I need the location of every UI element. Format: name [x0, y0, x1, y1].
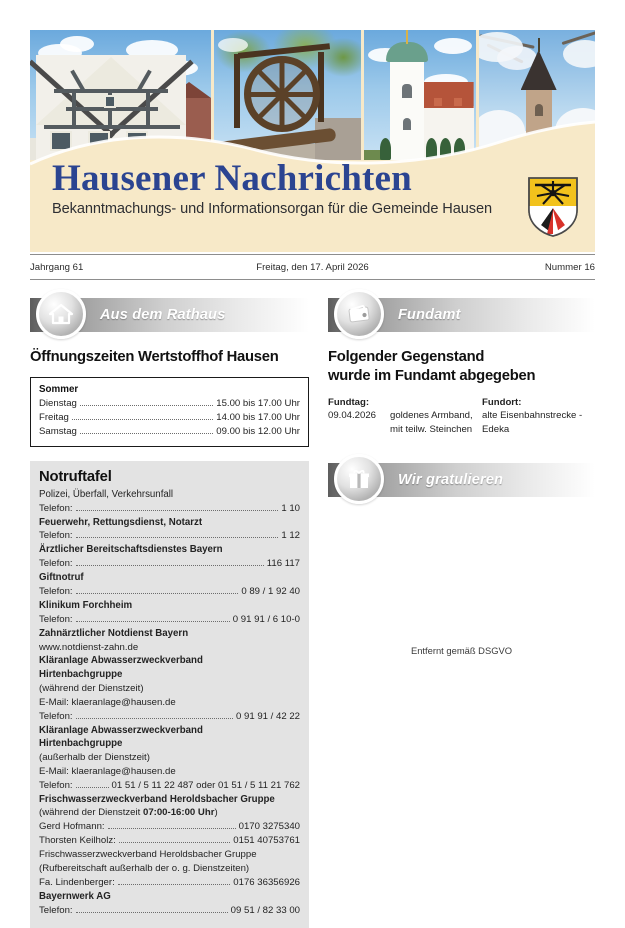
emergency-phone-row [39, 876, 300, 890]
emergency-phone-row [39, 834, 300, 848]
emergency-entry-name: Bayernwerk AG [39, 890, 111, 902]
emergency-phone-label: Telefon: [39, 530, 73, 542]
emergency-phone-number: 01 51 / 5 11 22 487 oder 01 51 / 5 11 21 762 [111, 779, 300, 791]
emergency-entry-name: Kläranlage Abwasserzweckverband [39, 724, 203, 736]
leader-dots [118, 884, 231, 885]
hours-time: 14.00 bis 17.00 Uhr [216, 411, 300, 423]
found-place-cell [482, 396, 595, 437]
emergency-phone-number: 1 10 [281, 502, 300, 514]
found-item-label-spacer [390, 396, 482, 410]
masthead-subtitle: Bekanntmachungs- und Informationsorgan für die Gemeinde Hausen [52, 201, 492, 218]
emergency-entry [39, 654, 300, 723]
emergency-entry-note: (Rufbereitschaft außerhalb der o. g. Dienstzeiten) [39, 863, 250, 875]
leader-dots [76, 565, 264, 566]
emergency-entry-name: Giftnotruf [39, 572, 84, 584]
notruftafel-heading: Notruftafel [39, 468, 112, 485]
leader-dots [76, 912, 228, 913]
page-title: Hausener Nachrichten [52, 158, 412, 199]
found-item-description: goldenes Armband, mit teilw. Steinchen [390, 410, 473, 436]
emergency-phone-label: Telefon: [39, 586, 73, 597]
hours-time: 09.00 bis 12.00 Uhr [216, 425, 300, 437]
emergency-entry [39, 488, 300, 516]
fundamt-heading [328, 348, 595, 386]
emergency-phone-label: Telefon: [39, 502, 73, 514]
emergency-entry-note: www.notdienst-zahn.de [39, 641, 139, 653]
section-banner-title: Wir gratulieren [398, 471, 504, 488]
house-icon [36, 289, 86, 339]
leader-dots [72, 419, 213, 420]
issue-volume: Jahrgang 61 [30, 261, 84, 273]
emergency-entry-note: (während der Dienstzeit) [39, 682, 144, 694]
emergency-entry [39, 890, 300, 918]
emergency-entry-name-line2: Hirtenbachgruppe [39, 669, 123, 681]
emergency-entry-name: Polizei, Überfall, Verkehrsunfall [39, 488, 174, 500]
emergency-phone-number: 0 91 91 / 42 22 [235, 710, 300, 722]
section-banner-rathaus [30, 298, 309, 332]
emergency-entry-name-line2: Hirtenbachgruppe [39, 738, 123, 750]
emergency-numbers-box [30, 461, 309, 928]
hours-row [39, 397, 300, 411]
emergency-phone-number: 0151 40753761 [233, 835, 300, 847]
leader-dots [108, 828, 236, 829]
emergency-entry [39, 571, 300, 599]
masthead-title-area [30, 158, 595, 217]
section-banner-title: Fundamt [398, 307, 461, 323]
emergency-entry-note: Frischwasserzweckverband Heroldsbacher Gruppe [39, 849, 257, 861]
emergency-entry-name: Frischwasserzweckverband Heroldsbacher Gruppe [39, 793, 275, 805]
issue-line [30, 254, 595, 280]
content-columns [30, 298, 595, 928]
emergency-phone-number: 0 89 / 1 92 40 [241, 586, 300, 597]
emergency-service-hours: 07:00-16:00 Uhr [142, 807, 215, 819]
leader-dots [119, 842, 231, 843]
wertstoffhof-heading: Öffnungszeiten Wertstoffhof Hausen [30, 349, 279, 365]
opening-hours-box [30, 377, 309, 447]
emergency-entry [39, 516, 300, 544]
emergency-entry-name: Ärztlicher Bereitschaftsdienstes Bayern [39, 544, 223, 556]
leader-dots [76, 593, 239, 594]
section-banner-fundamt [328, 298, 595, 332]
emergency-phone-label: Telefon: [39, 904, 73, 916]
found-place: alte Eisenbahnstrecke - Edeka [482, 410, 583, 436]
hours-season-label: Sommer [39, 383, 79, 395]
fundamt-heading-line2: wurde im Fundamt abgegeben [328, 367, 536, 384]
emergency-entry-note: (außerhalb der Dienstzeit) [39, 752, 150, 764]
leader-dots [76, 621, 230, 622]
emergency-entry [39, 599, 300, 627]
emergency-entry [39, 543, 300, 571]
fundort-label: Fundort: [482, 396, 522, 408]
emergency-phone-label: Fa. Lindenberger: [39, 876, 115, 888]
emergency-phone-label: Telefon: [39, 613, 73, 625]
emergency-entry-note: E-Mail: klaeranlage@hausen.de [39, 696, 176, 708]
emergency-phone-row [39, 585, 300, 599]
emergency-entry [39, 724, 300, 793]
emergency-phone-number: 09 51 / 82 33 00 [230, 904, 300, 916]
hours-time: 15.00 bis 17.00 Uhr [216, 397, 300, 409]
issue-number: Nummer 16 [544, 261, 595, 273]
masthead [30, 30, 595, 252]
right-column [328, 298, 595, 928]
leader-dots [76, 510, 279, 511]
emergency-phone-row [39, 710, 300, 724]
emergency-phone-number: 0170 3275340 [238, 821, 300, 833]
emergency-entry-name: Klinikum Forchheim [39, 600, 133, 611]
emergency-entry-name: Zahnärztlicher Notdienst Bayern [39, 627, 189, 639]
hours-day: Samstag [39, 425, 77, 437]
emergency-phone-number: 1 12 [281, 530, 300, 542]
fundamt-heading-line1: Folgender Gegenstand [328, 349, 485, 365]
section-banner-gratulieren [328, 463, 595, 497]
emergency-entry-list [39, 488, 300, 918]
hours-day: Freitag [39, 411, 69, 423]
leader-dots [76, 537, 279, 538]
newspaper-page [0, 30, 625, 927]
found-item-record [328, 396, 595, 437]
emergency-phone-number: 0 91 91 / 6 10-0 [232, 613, 300, 625]
emergency-phone-row [39, 613, 300, 627]
fundtag-label: Fundtag: [328, 396, 370, 408]
emergency-phone-row [39, 904, 300, 918]
emergency-phone-number: 116 117 [266, 558, 300, 570]
found-item-cell [390, 396, 482, 437]
dsgvo-notice: Entfernt gemäß DSGVO [410, 644, 513, 656]
emergency-phone-number: 0176 36356926 [233, 876, 300, 888]
emergency-phone-label: Telefon: [39, 710, 73, 722]
emergency-phone-row [39, 502, 300, 516]
emergency-entry-note: (während der Dienstzeit 07:00-16:00 Uhr) [39, 807, 218, 819]
emergency-entry-name: Kläranlage Abwasserzweckverband [39, 655, 203, 667]
emergency-entry [39, 793, 300, 890]
coat-of-arms-icon [527, 176, 579, 238]
hours-row [39, 411, 300, 425]
found-date-cell [328, 396, 390, 437]
emergency-phone-label: Thorsten Keilholz: [39, 835, 116, 847]
emergency-entry [39, 627, 300, 655]
hours-day: Dienstag [39, 397, 77, 409]
found-date: 09.04.2026 [328, 410, 377, 422]
issue-date: Freitag, den 17. April 2026 [256, 261, 369, 273]
emergency-phone-row [39, 820, 300, 834]
section-banner-title: Aus dem Rathaus [100, 307, 226, 323]
emergency-phone-label: Telefon: [39, 558, 73, 570]
leader-dots [76, 787, 109, 788]
emergency-phone-label: Telefon: [39, 779, 73, 791]
leader-dots [80, 433, 213, 434]
wallet-icon [334, 289, 384, 339]
gift-icon [334, 454, 384, 504]
leader-dots [80, 405, 213, 406]
emergency-entry-note: E-Mail: klaeranlage@hausen.de [39, 765, 176, 777]
emergency-phone-row [39, 779, 300, 793]
emergency-phone-row [39, 557, 300, 571]
emergency-entry-name: Feuerwehr, Rettungsdienst, Notarzt [39, 516, 203, 528]
leader-dots [76, 718, 233, 719]
hours-row [39, 425, 300, 439]
left-column [30, 298, 309, 928]
emergency-phone-label: Gerd Hofmann: [39, 821, 105, 833]
emergency-phone-row [39, 529, 300, 543]
